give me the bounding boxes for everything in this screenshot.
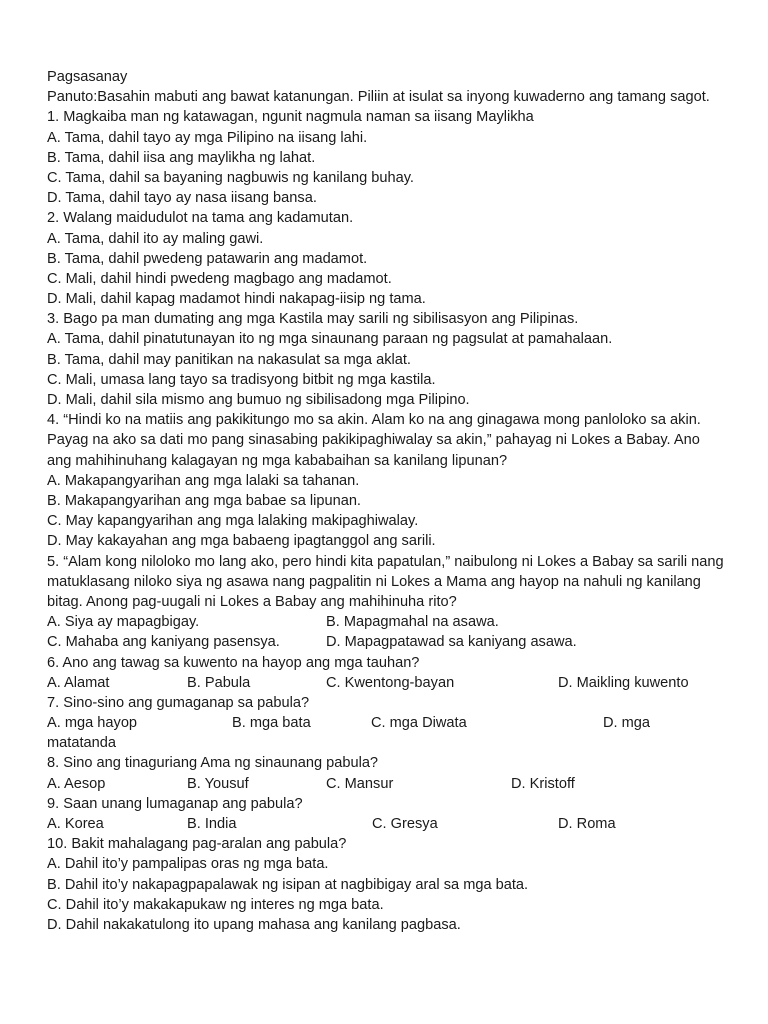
q2-choice-a: A. Tama, dahil ito ay maling gawi. [47, 230, 264, 247]
q2-choice-b: B. Tama, dahil pwedeng patawarin ang madamot. [47, 250, 368, 267]
q7-choice-b: B. mga bata [232, 715, 311, 732]
question-2: 2. Walang maidudulot na tama ang kadamutan. [47, 210, 354, 227]
q5-choices-row-2 [47, 632, 727, 652]
question-9: 9. Saan unang lumaganap ang pabula? [47, 795, 303, 812]
q4-choice-a: A. Makapangyarihan ang mga lalaki sa tahanan. [47, 472, 360, 489]
q6-choice-c: C. Kwentong-bayan [326, 674, 455, 691]
q8-choice-a: A. Aesop [47, 775, 106, 792]
q10-choice-b: B. Dahil ito’y nakapagpapalawak ng isipan at nagbibigay aral sa mga bata. [47, 876, 529, 893]
q3-choice-a: A. Tama, dahil pinatutunayan ito ng mga sinaunang paraan ng pagsulat at pamahalaan. [47, 331, 613, 348]
q7-choice-d-continued: matatanda [47, 735, 116, 752]
q10-choice-d: D. Dahil nakakatulong ito upang mahasa ang kanilang pagbasa. [47, 916, 461, 933]
q7-choice-c: C. mga Diwata [371, 715, 467, 732]
q4-choice-d: D. May kakayahan ang mga babaeng ipagtanggol ang sarili. [47, 533, 436, 550]
question-7: 7. Sino-sino ang gumaganap sa pabula? [47, 694, 310, 711]
q1-choice-a: A. Tama, dahil tayo ay mga Pilipino na iisang lahi. [47, 129, 368, 146]
q8-choice-c: C. Mansur [326, 775, 394, 792]
q10-choice-a: A. Dahil ito’y pampalipas oras ng mga bata. [47, 856, 329, 873]
worksheet [47, 67, 727, 935]
q7-choices-row [47, 713, 727, 733]
q7-choice-a: A. mga hayop [47, 715, 138, 732]
q1-choice-d: D. Tama, dahil tayo ay nasa iisang bansa. [47, 190, 317, 207]
q4-choice-c: C. May kapangyarihan ang mga lalaking makipaghiwalay. [47, 513, 419, 530]
question-3: 3. Bago pa man dumating ang mga Kastila may sarili ng sibilisasyon ang Pilipinas. [47, 311, 579, 328]
q10-choice-c: C. Dahil ito’y makakapukaw ng interes ng mga bata. [47, 896, 384, 913]
q9-choices-row [47, 814, 727, 834]
q5-choice-d: D. Mapagpatawad sa kaniyang asawa. [326, 634, 577, 651]
question-4: 4. “Hindi ko na matiis ang pakikitungo mo sa akin. Alam ko na ang ginagawa mong panloloko sa akin. Payag na ako sa dati mo pang sinasabing pakikipaghiwalay sa akin,” pahayag ni Lokes a Babay. Ano ang mahihinuhang kalagayan ng mga kababaihan sa kanilang lipunan? [47, 412, 701, 469]
q8-choice-b: B. Yousuf [187, 775, 249, 792]
question-5: 5. “Alam kong niloloko mo lang ako, pero hindi kita papatulan,” naibulong ni Lokes a Babay sa sarili nang matuklasang niloko siya ng asawa nang pagpalitin ni Lokes a Mama ang hayop na nahuli ng kanilang bitag. Anong pag-uugali ni Lokes a Babay ang mahihinuha rito? [47, 553, 724, 610]
q3-choice-b: B. Tama, dahil may panitikan na nakasulat sa mga aklat. [47, 351, 411, 368]
question-10: 10. Bakit mahalagang pag-aralan ang pabula? [47, 836, 347, 853]
q6-choices-row [47, 673, 727, 693]
q9-choice-c: C. Gresya [372, 816, 438, 833]
q2-choice-c: C. Mali, dahil hindi pwedeng magbago ang madamot. [47, 270, 392, 287]
question-6: 6. Ano ang tawag sa kuwento na hayop ang mga tauhan? [47, 654, 420, 671]
q8-choice-d: D. Kristoff [511, 775, 575, 792]
q4-choice-b: B. Makapangyarihan ang mga babae sa lipunan. [47, 493, 361, 509]
q5-choice-b: B. Mapagmahal na asawa. [326, 614, 499, 631]
q5-choices-row-1 [47, 612, 727, 632]
q9-choice-a: A. Korea [47, 816, 104, 833]
q2-choice-d: D. Mali, dahil kapag madamot hindi nakapag-iisip ng tama. [47, 291, 426, 308]
q3-choice-c: C. Mali, umasa lang tayo sa tradisyong bitbit ng mga kastila. [47, 371, 436, 388]
q6-choice-b: B. Pabula [187, 674, 251, 691]
question-8: 8. Sino ang tinaguriang Ama ng sinaunang pabula? [47, 755, 379, 772]
worksheet-title: Pagsasanay [47, 69, 128, 85]
q9-choice-b: B. India [187, 816, 237, 833]
q1-choice-b: B. Tama, dahil iisa ang maylikha ng lahat. [47, 149, 316, 166]
q7-choice-d: D. mga [603, 715, 651, 732]
q1-choice-c: C. Tama, dahil sa bayaning nagbuwis ng kanilang buhay. [47, 169, 414, 186]
question-1: 1. Magkaiba man ng katawagan, ngunit nagmula naman sa iisang Maylikha [47, 109, 534, 126]
q5-choice-c: C. Mahaba ang kaniyang pasensya. [47, 634, 280, 651]
instructions: Panuto:Basahin mabuti ang bawat katanungan. Piliin at isulat sa inyong kuwaderno ang tamang sagot. [47, 89, 710, 106]
q9-choice-d: D. Roma [558, 816, 616, 833]
q3-choice-d: D. Mali, dahil sila mismo ang bumuo ng sibilisadong mga Pilipino. [47, 392, 470, 409]
q6-choice-a: A. Alamat [47, 674, 110, 691]
q8-choices-row [47, 774, 727, 794]
q5-choice-a: A. Siya ay mapagbigay. [47, 614, 200, 631]
q6-choice-d: D. Maikling kuwento [558, 674, 689, 691]
